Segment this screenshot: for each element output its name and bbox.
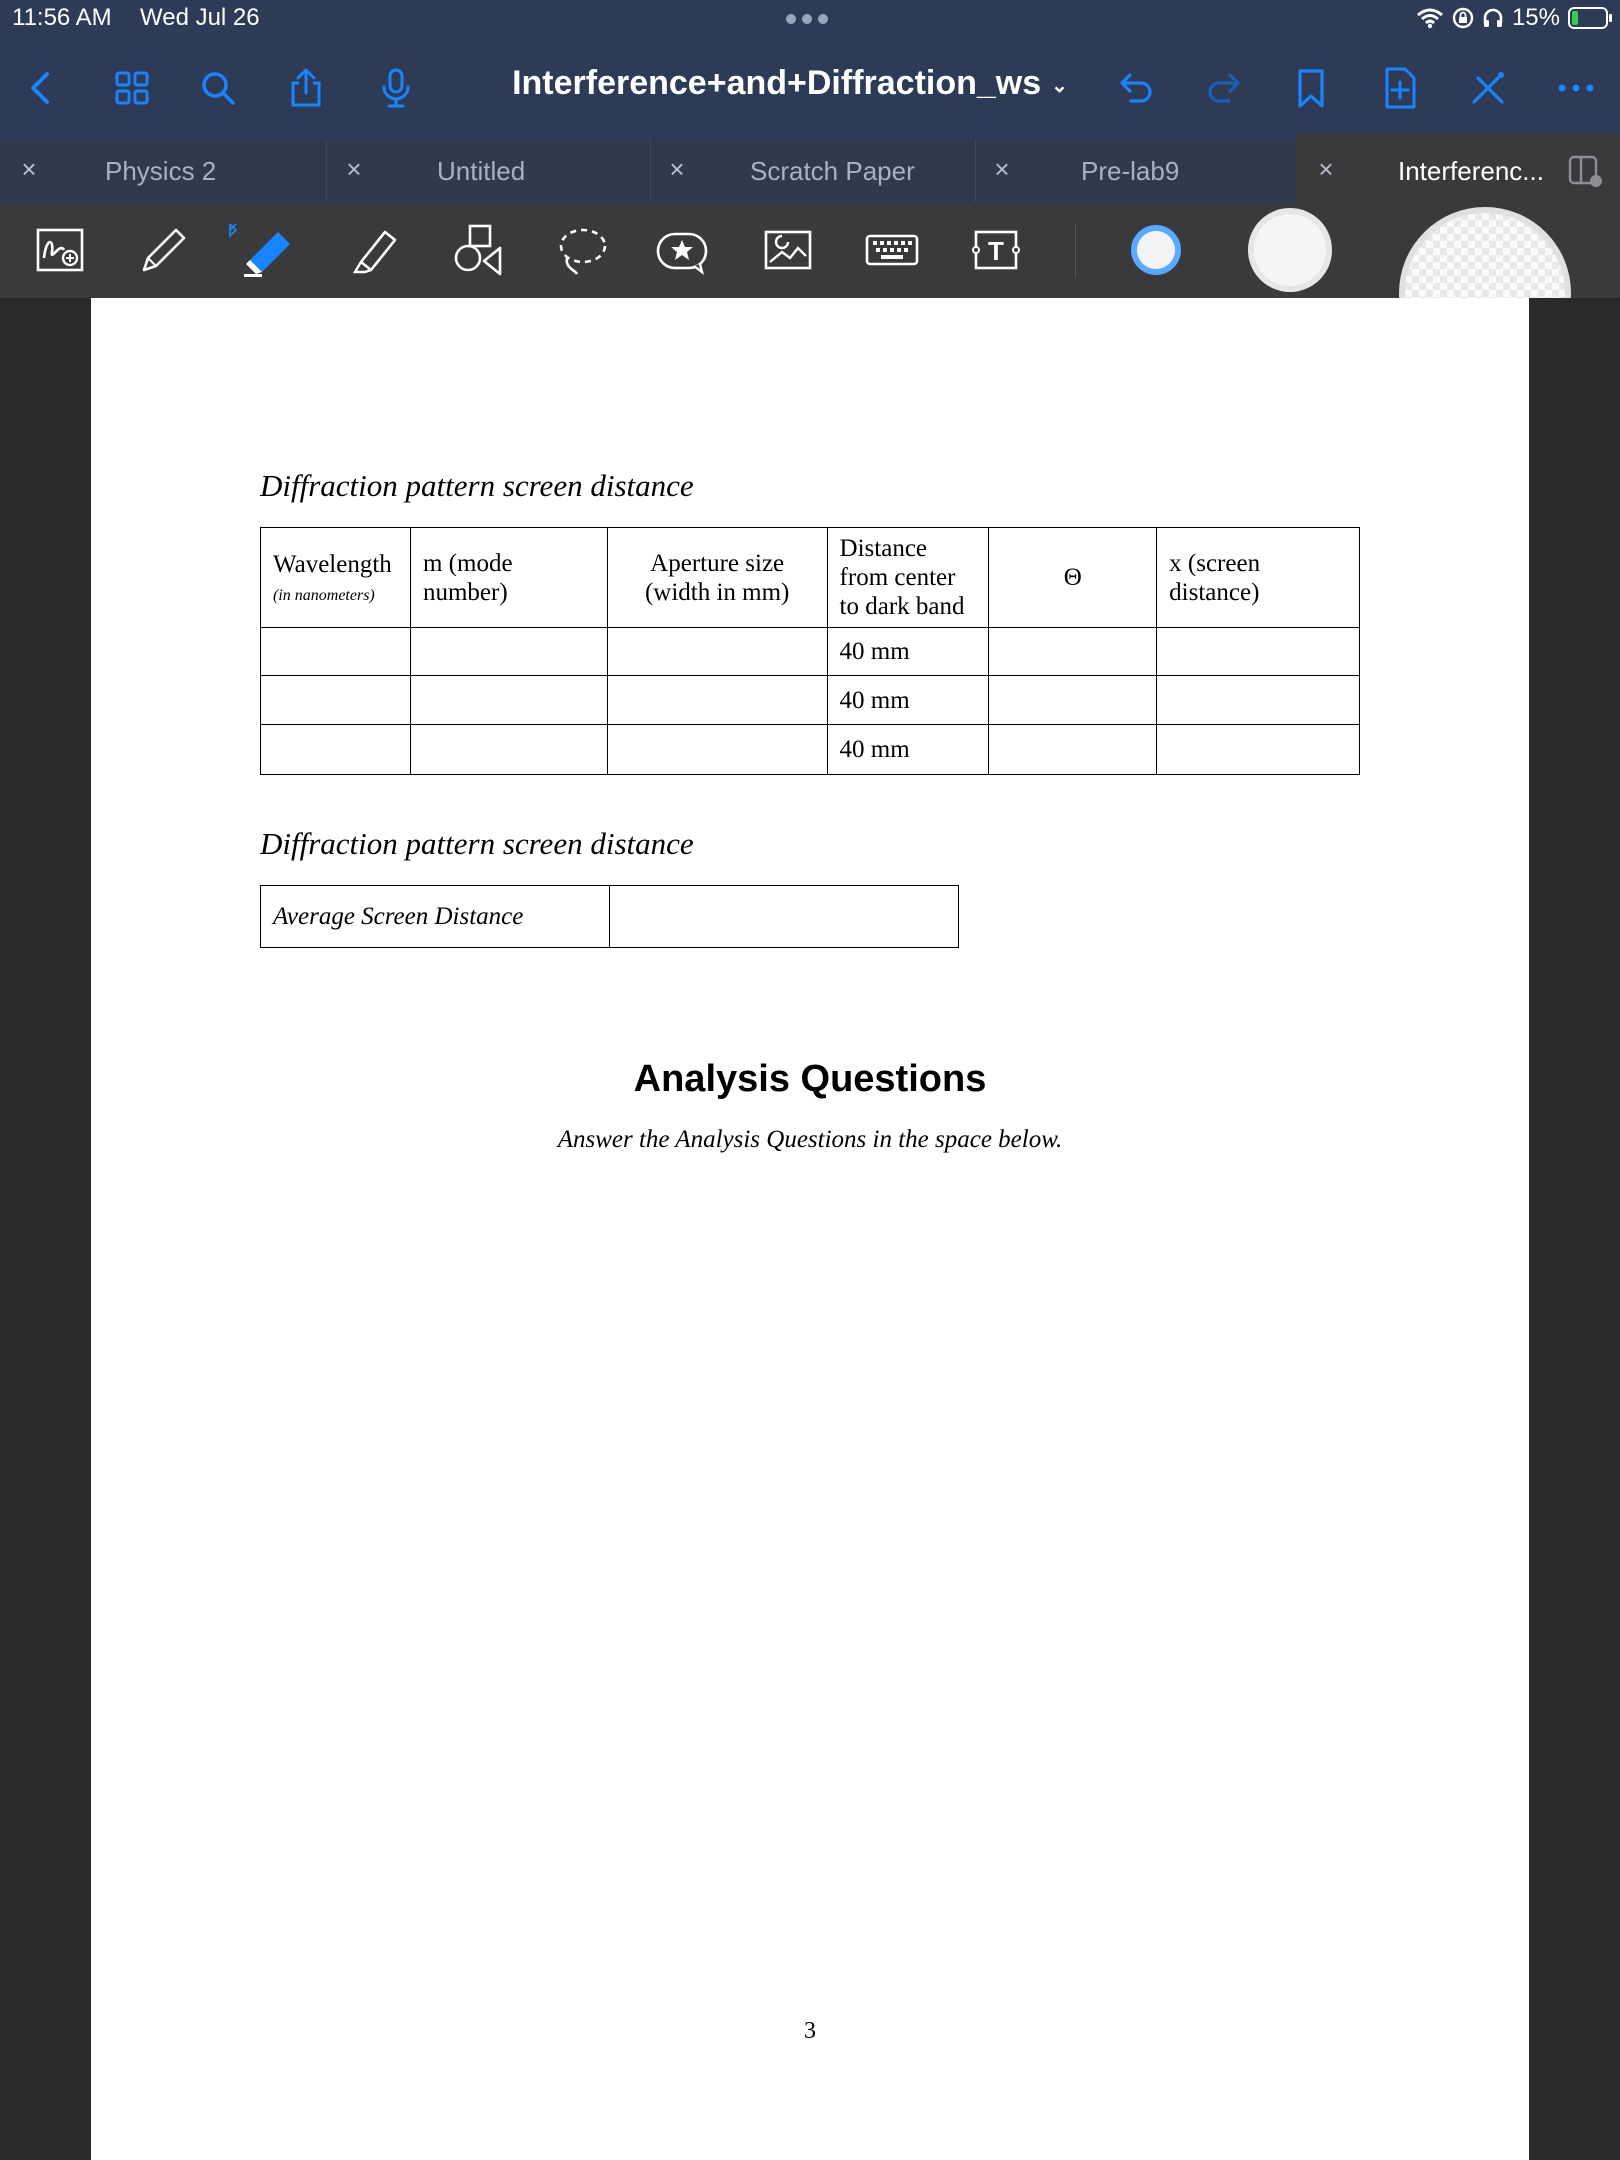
cell-theta[interactable] — [989, 725, 1157, 775]
table-row — [261, 886, 959, 948]
cell-wavelength[interactable] — [261, 628, 411, 676]
tab-physics-2[interactable] — [0, 140, 326, 202]
zoom-writing-icon[interactable] — [30, 220, 90, 280]
cell-aperture-size[interactable] — [607, 725, 827, 775]
header-mode-number — [410, 528, 607, 628]
cell-distance: 40 mm — [827, 628, 989, 676]
tab-label: Interferenc... — [1398, 156, 1544, 186]
sticker-icon[interactable] — [652, 220, 712, 280]
eraser-icon[interactable] — [222, 220, 312, 280]
eraser-size-medium-icon[interactable] — [1247, 207, 1333, 293]
cell-wavelength[interactable] — [261, 676, 411, 725]
pen-icon[interactable] — [132, 220, 192, 280]
cell-wavelength[interactable] — [261, 725, 411, 775]
cell-screen-distance[interactable] — [1157, 628, 1360, 676]
page-number: 3 — [804, 2018, 816, 2044]
header-mode-line2: number) — [422, 578, 508, 606]
wifi-icon — [1416, 7, 1444, 29]
cell-mode-number[interactable] — [410, 628, 607, 676]
grid-view-icon[interactable] — [106, 62, 158, 114]
cell-mode-number[interactable] — [410, 725, 607, 775]
add-page-icon[interactable] — [1374, 62, 1426, 114]
tab-bar — [0, 140, 1620, 202]
nav-bar — [0, 50, 1620, 126]
redo-icon[interactable] — [1198, 62, 1250, 114]
undo-icon[interactable] — [1110, 62, 1162, 114]
average-screen-distance-value[interactable] — [609, 886, 958, 948]
header-wavelength — [261, 528, 411, 628]
battery-percent: 15% — [1511, 4, 1560, 31]
tab-label: Untitled — [437, 156, 526, 186]
tab-label: Pre-lab9 — [1081, 156, 1180, 186]
close-icon[interactable]: × — [994, 154, 1010, 184]
section-title-average: Diffraction pattern screen distance — [260, 826, 694, 861]
header-aperture-size — [607, 528, 827, 628]
cell-mode-number[interactable] — [410, 676, 607, 725]
average-distance-table — [260, 885, 959, 948]
analysis-questions-heading: Analysis Questions — [633, 1058, 987, 1100]
table-row — [261, 628, 1360, 676]
tools-off-icon[interactable] — [1462, 62, 1514, 114]
cell-screen-distance[interactable] — [1157, 676, 1360, 725]
battery-icon — [1568, 7, 1608, 29]
status-date: Wed Jul 26 — [140, 4, 260, 31]
tab-label: Scratch Paper — [750, 156, 915, 186]
cell-theta[interactable] — [989, 628, 1157, 676]
tab-scratch-paper[interactable] — [651, 140, 975, 202]
header-distance-line1: Distance — [839, 535, 928, 562]
tab-pre-lab9[interactable] — [976, 140, 1295, 202]
drawing-toolbar — [0, 202, 1620, 298]
header-wavelength-label: Wavelength — [273, 551, 392, 578]
table-row — [261, 676, 1360, 725]
header-theta: Θ — [989, 528, 1157, 628]
header-x-line2: distance) — [1169, 578, 1260, 606]
document-title[interactable] — [500, 64, 1080, 103]
tab-untitled[interactable] — [327, 140, 650, 202]
microphone-icon[interactable] — [370, 62, 422, 114]
header-aperture-line1: Aperture size — [650, 549, 785, 577]
close-icon[interactable]: × — [346, 154, 362, 184]
highlighter-icon[interactable] — [343, 220, 403, 280]
header-distance — [827, 528, 989, 628]
status-indicators — [1416, 4, 1608, 32]
share-icon[interactable] — [280, 62, 332, 114]
text-tool-letter: T — [988, 236, 1004, 266]
cell-screen-distance[interactable] — [1157, 725, 1360, 775]
image-icon[interactable] — [758, 220, 818, 280]
section-title-diffraction: Diffraction pattern screen distance — [260, 468, 694, 503]
more-options-icon[interactable] — [1550, 62, 1602, 114]
average-screen-distance-label: Average Screen Distance — [261, 886, 610, 948]
document-title-text: Interference+and+Diffraction_ws — [512, 64, 1042, 102]
tab-interference[interactable] — [1296, 134, 1620, 202]
status-time: 11:56 AM — [12, 4, 112, 31]
headphones-icon — [1482, 7, 1504, 29]
text-box-icon[interactable] — [966, 220, 1026, 280]
header-aperture-line2: (width in mm) — [644, 578, 790, 606]
keyboard-icon[interactable] — [862, 220, 922, 280]
close-icon[interactable]: × — [1318, 154, 1334, 184]
analysis-questions-instruction: Answer the Analysis Questions in the space below. — [557, 1126, 1063, 1153]
search-icon[interactable] — [192, 62, 244, 114]
cell-aperture-size[interactable] — [607, 628, 827, 676]
eraser-size-large-icon[interactable] — [1398, 206, 1572, 298]
back-icon[interactable] — [16, 62, 68, 114]
toolbar-separator — [1075, 224, 1076, 278]
header-wavelength-note: (in nanometers) — [273, 587, 375, 604]
diffraction-data-table — [260, 527, 1360, 775]
shapes-icon[interactable] — [448, 220, 508, 280]
tab-label: Physics 2 — [105, 156, 217, 186]
chevron-down-icon: ⌄ — [1051, 74, 1068, 97]
header-x-line1: x (screen — [1169, 549, 1261, 577]
lasso-icon[interactable] — [551, 220, 611, 280]
cell-aperture-size[interactable] — [607, 676, 827, 725]
table-header-row — [261, 528, 1360, 628]
top-bar — [0, 0, 1620, 140]
header-screen-distance — [1157, 528, 1360, 628]
cell-distance: 40 mm — [827, 725, 989, 775]
multitasking-dots-icon[interactable] — [786, 14, 828, 24]
document-page[interactable] — [91, 298, 1529, 2160]
orientation-lock-icon — [1452, 7, 1474, 29]
bookmark-icon[interactable] — [1285, 62, 1337, 114]
close-icon[interactable]: × — [669, 154, 685, 184]
close-icon[interactable]: × — [21, 154, 37, 184]
eraser-size-small-icon[interactable] — [1126, 220, 1186, 280]
cell-theta[interactable] — [989, 676, 1157, 725]
header-distance-line3: to dark band — [839, 593, 965, 620]
header-distance-line2: from center — [839, 564, 956, 591]
table-row — [261, 725, 1360, 775]
split-view-icon[interactable] — [1568, 154, 1604, 188]
cell-distance: 40 mm — [827, 676, 989, 725]
header-mode-line1: m (mode — [422, 549, 513, 577]
